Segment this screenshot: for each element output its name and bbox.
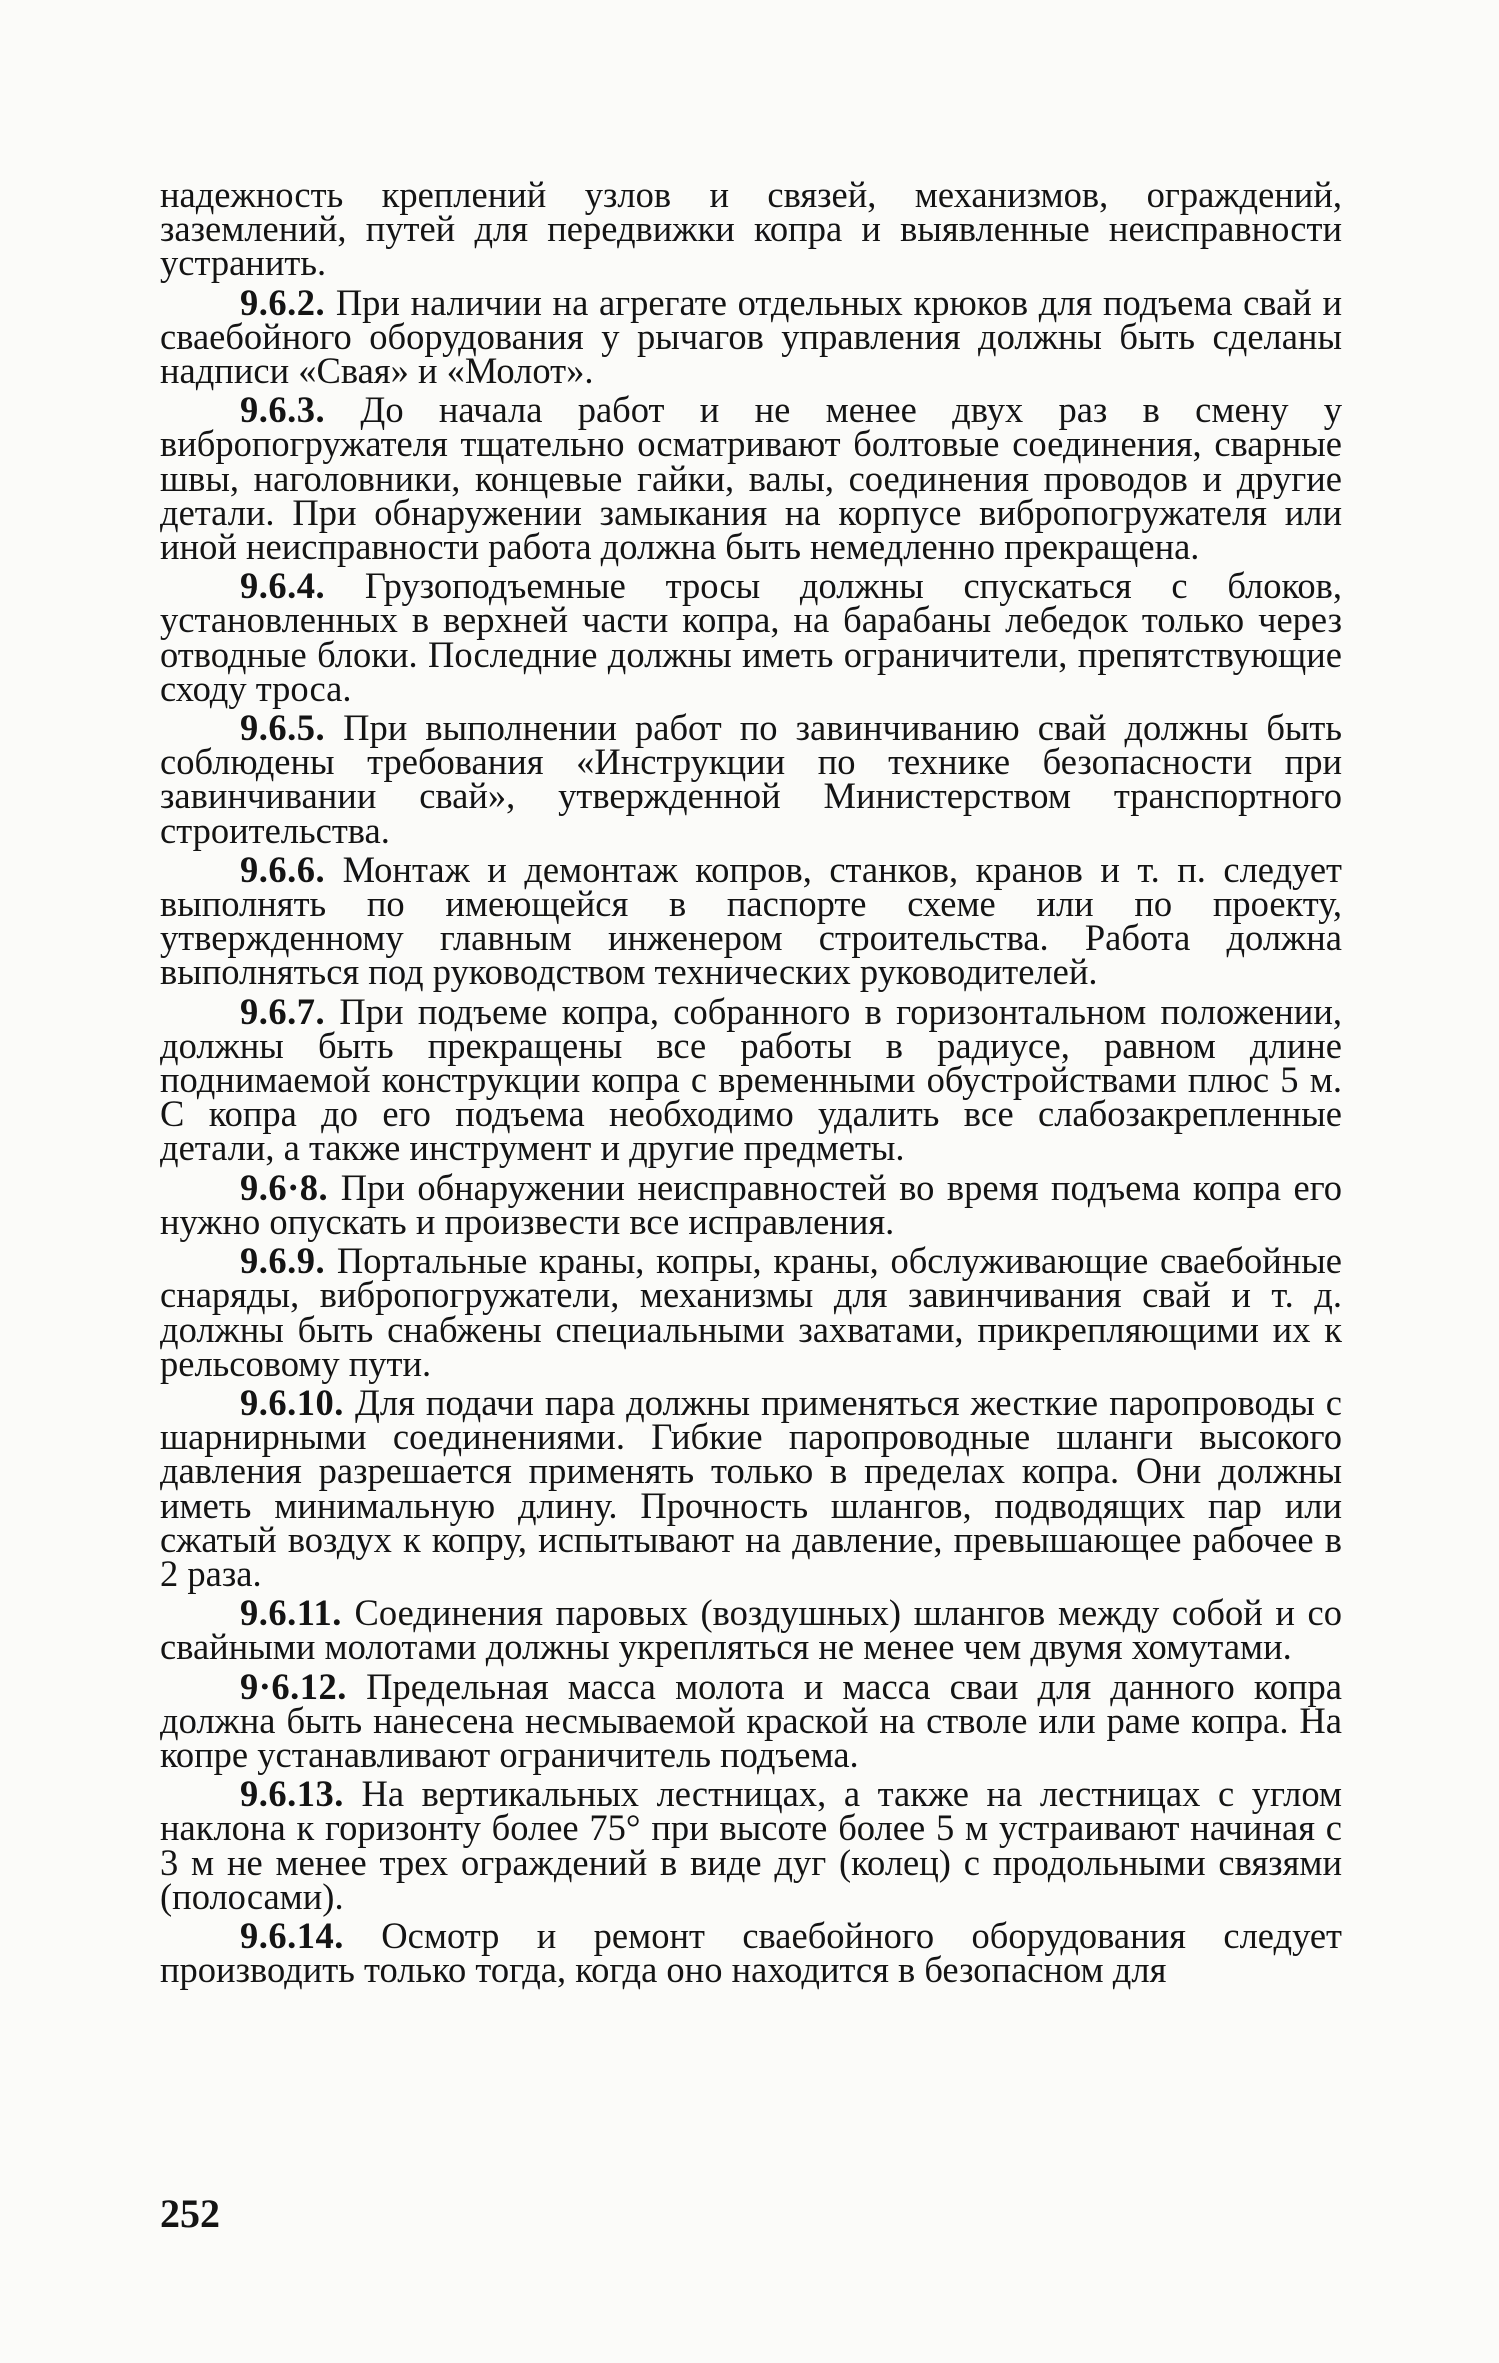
paragraph-text: При выполнении работ по завинчиванию свай должны быть соблюдены требования «Инструкции по технике безопасности при завинчивании свай», утвержденной Министерством транспортного строительства. [160,707,1343,851]
page-number: 252 [160,2191,220,2236]
paragraph-9-6-2 [160,281,1342,392]
clause-number: 9.6.11. [240,1592,342,1634]
clause-number: 9.6.4. [240,565,326,607]
paragraph-text: На вертикальных лестницах, а также на лестницах с углом наклона к горизонту более 75° при высоте более 5 м устраивают начиная с 3 м не менее трех ограждений в виде дуг (колец) с продольными связями (полосами). [160,1773,1343,1917]
clause-number: 9.6.6. [240,848,326,890]
clause-number: 9.6.13. [240,1773,344,1815]
clause-number: 9.6.3. [240,389,326,431]
paragraph-9-6-9 [160,1240,1342,1384]
paragraph-text: Осмотр и ремонт сваебойного оборудования следует производить только тогда, когда оно находится в безопасном для [160,1914,1342,1991]
paragraph-text: При наличии на агрегате отдельных крюков для подъема свай и сваебойного оборудования у рычагов управления должны быть сделаны надписи «Свая» и «Молот». [160,281,1342,392]
paragraph-9-6-11 [160,1592,1342,1668]
paragraph-text: Портальные краны, копры, краны, обслуживающие сваебойные снаряды, вибропогружатели, механизмы для завинчивания свай и т. д. должны быть снабжены специальными захватами, прикрепляющими их к рельсовому пути. [160,1240,1342,1384]
paragraph-text: Соединения паровых (воздушных) шлангов между собой и со свайными молотами должны укрепляться не менее чем двумя хомутами. [160,1592,1342,1668]
clause-number: 9.6.5. [240,707,326,749]
paragraph-9-6-8 [160,1166,1343,1242]
clause-number: 9.6.2. [240,281,326,323]
clause-number: 9.6.14. [240,1914,344,1956]
paragraph-9-6-5 [160,707,1343,851]
paragraph-9-6-14 [160,1914,1342,1991]
paragraph-text: Монтаж и демонтаж копров, станков, кранов и т. п. следует выполнять по имеющейся в паспорте схеме или по проекту, утвержденному главным инженером строительства. Работа должна выполняться под руководством технических руководителей. [160,848,1343,993]
paragraph-text: Грузоподъемные тросы должны спускаться с блоков, установленных в верхней части копра, на барабаны лебедок только через отводные блоки. Последние должны иметь ограничители, препятствующие сходу троса. [160,565,1342,709]
paragraph-9-6-4 [160,565,1342,709]
body-text [160,174,1343,1992]
paragraph-text: надежность креплений узлов и связей, механизмов, ограждений, заземлений, путей для передвижки копра и выявленные неисправности устранить. [160,174,1342,284]
paragraph-9-6-12 [160,1665,1342,1775]
paragraph-9-6-3 [160,389,1342,568]
clause-number: 9·6.12. [240,1665,347,1707]
paragraph-text: До начала работ и не менее двух раз в смену у вибропогружателя тщательно осматривают болтовые соединения, сварные швы, наголовники, концевые гайки, валы, соединения проводов и другие детали. При обнаружении замыкания на корпусе вибропогружателя или иной неисправности работа должна быть немедленно прекращена. [160,389,1342,568]
paragraph-text: Предельная масса молота и масса сваи для данного копра должна быть нанесена несмываемой краской на стволе или раме копра. На копре устанавливают ограничитель подъема. [160,1665,1342,1775]
paragraph-9-6-6 [160,848,1343,993]
clause-number: 9.6.7. [240,990,326,1032]
clause-number: 9.6·8. [240,1166,329,1208]
clause-number: 9.6.9. [240,1240,326,1282]
clause-number: 9.6.10. [240,1381,344,1423]
paragraph-text: При подъеме копра, собранного в горизонтальном положении, должны быть прекращены все работы в радиусе, равном длине поднимаемой конструкции копра с временными обустройствами плюс 5 м. С копра до его подъема необходимо удалить все слабозакрепленные детали, а также инструмент и другие предметы. [160,990,1342,1169]
paragraph-text: При обнаружении неисправностей во время подъема копра его нужно опускать и произвести все исправления. [160,1166,1343,1242]
paragraph-text: Для подачи пара должны применяться жесткие паропроводы с шарнирными соединениями. Гибкие паропроводные шланги высокого давления разрешается применять только в пределах копра. Они должны иметь минимальную длину. Прочность шлангов, подводящих пар или сжатый воздух к копру, испытывают на давление, превышающее рабочее в 2 раза. [160,1381,1343,1594]
paragraph-9-6-10 [160,1381,1343,1594]
paragraph-continuation [160,174,1342,284]
paragraph-9-6-7 [160,990,1342,1169]
paragraph-9-6-13 [160,1773,1343,1917]
